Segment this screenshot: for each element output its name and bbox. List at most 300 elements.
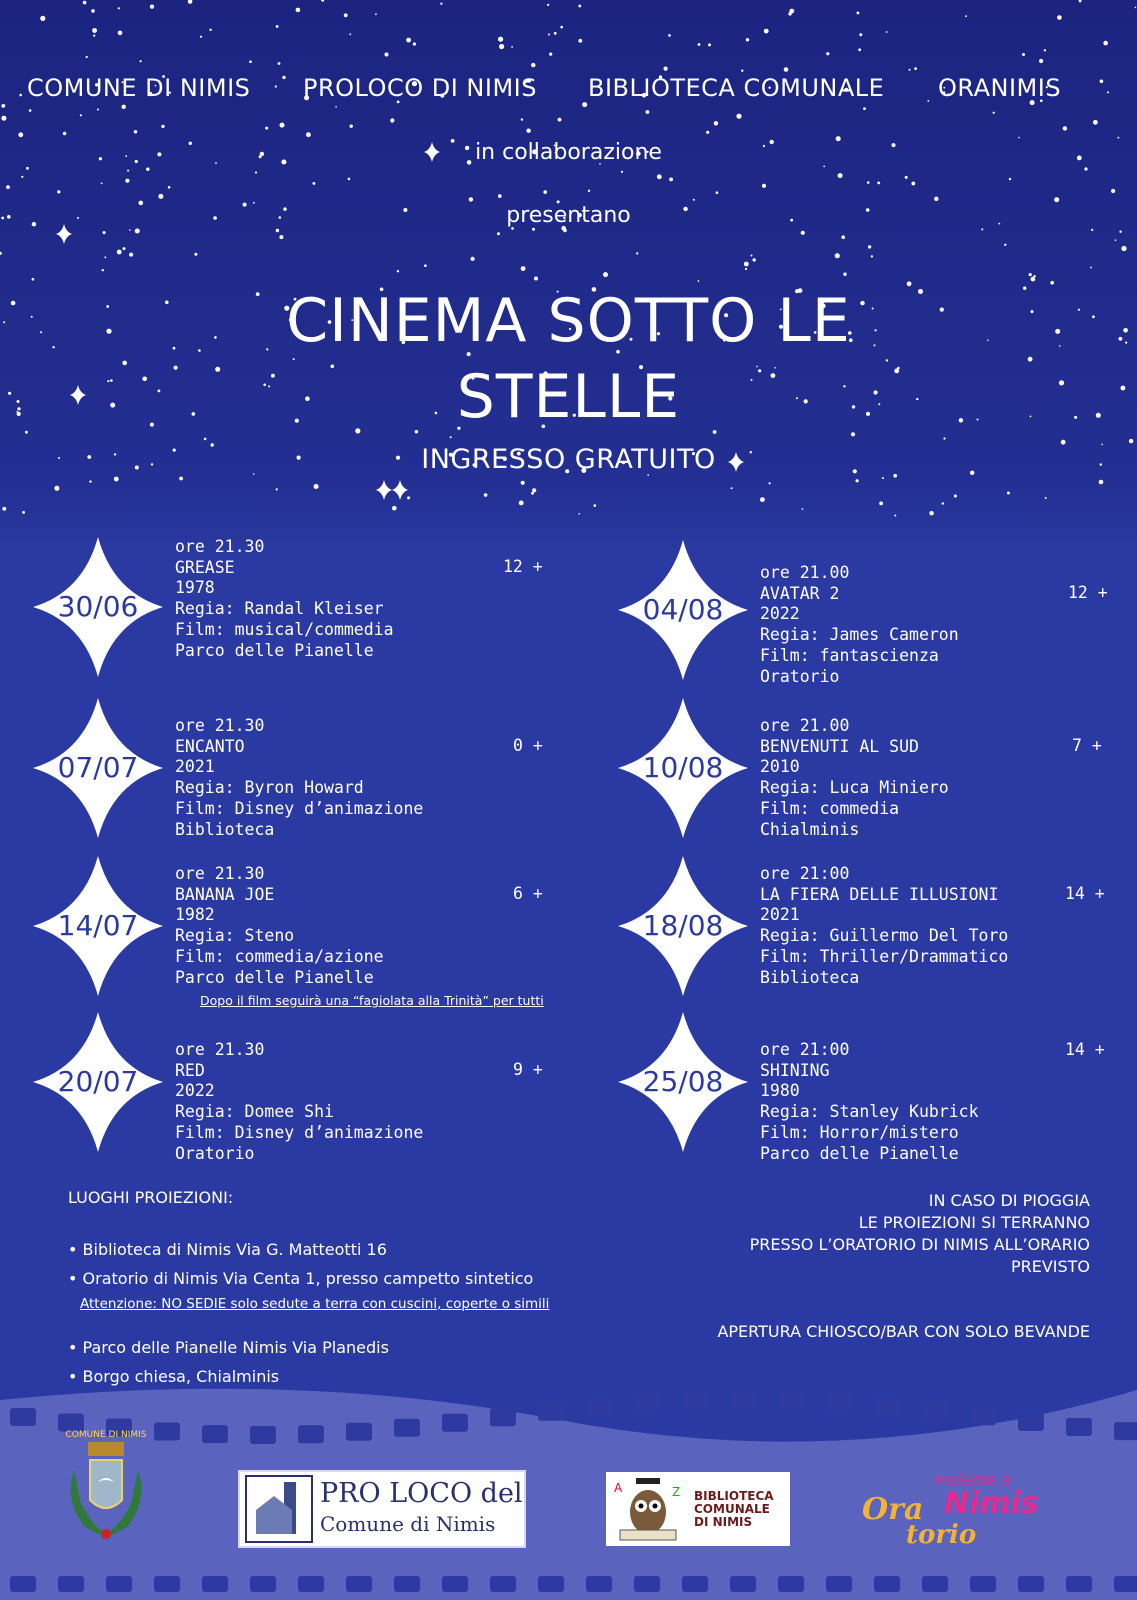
star-dot xyxy=(929,511,933,515)
film-hole xyxy=(586,1398,612,1416)
star-dot xyxy=(1111,189,1115,193)
sparkle-star xyxy=(376,480,392,500)
star-dot xyxy=(392,506,397,511)
star-dot xyxy=(1057,15,1062,20)
date-diamond xyxy=(33,698,163,838)
presentano-text: presentano xyxy=(506,203,631,228)
star-dot xyxy=(306,132,311,137)
film-hole xyxy=(634,1576,660,1592)
film-hole xyxy=(682,1391,708,1409)
event-info xyxy=(760,563,959,687)
star-dot xyxy=(1093,120,1098,125)
star-dot xyxy=(981,228,983,230)
star-dot xyxy=(134,130,137,133)
star-dot xyxy=(942,502,944,504)
oranimis-ora: Ora xyxy=(862,1492,924,1527)
film-hole xyxy=(970,1407,996,1425)
event-info xyxy=(175,716,423,840)
star-dot xyxy=(249,60,252,63)
event-year: 2021 xyxy=(175,757,215,777)
free-entry-text: INGRESSO GRATUITO xyxy=(421,444,716,475)
event-director: Regia: Domee Shi xyxy=(175,1102,334,1122)
film-hole xyxy=(250,1576,276,1592)
star-dot xyxy=(698,43,701,46)
star-dot xyxy=(54,486,59,491)
star-dot xyxy=(788,12,791,15)
star-dot xyxy=(835,253,840,258)
event-card xyxy=(618,1012,1137,1163)
star-dot xyxy=(158,194,163,199)
star-dot xyxy=(521,266,526,271)
page-title xyxy=(0,283,1137,435)
event-director: Regia: Steno xyxy=(175,926,295,946)
star-dot xyxy=(484,493,488,497)
star-dot xyxy=(125,179,129,183)
star-dot xyxy=(993,112,995,114)
star-dot xyxy=(471,257,475,261)
star-dot xyxy=(760,497,765,502)
star-dot xyxy=(0,252,2,255)
star-dot xyxy=(578,513,580,515)
film-hole xyxy=(586,1576,612,1592)
star-dot xyxy=(736,114,741,119)
star-dot xyxy=(129,229,131,231)
star-dot xyxy=(871,255,873,257)
film-hole xyxy=(442,1414,468,1432)
oranimis-torio: torio xyxy=(906,1520,977,1550)
star-dot xyxy=(549,53,552,56)
star-dot xyxy=(313,182,316,185)
star-dot xyxy=(1063,126,1067,130)
star-dot xyxy=(731,487,733,489)
star-dot xyxy=(519,501,524,506)
event-director: Regia: Luca Miniero xyxy=(760,778,949,798)
event-card xyxy=(33,698,593,838)
event-time: ore 21.00 xyxy=(760,716,850,735)
film-hole xyxy=(874,1397,900,1415)
film-hole xyxy=(778,1576,804,1592)
event-date: 18/08 xyxy=(642,909,724,942)
star-dot xyxy=(744,262,749,267)
star-dot xyxy=(348,178,351,181)
event-genre: Film: Horror/mistero xyxy=(760,1122,959,1142)
title-line-1: CINEMA SOTTO LE xyxy=(286,286,851,356)
star-dot xyxy=(407,496,410,499)
star-dot xyxy=(838,173,843,178)
event-info xyxy=(175,537,394,661)
film-hole xyxy=(154,1576,180,1592)
star-dot xyxy=(32,278,35,281)
star-dot xyxy=(859,33,862,36)
event-date: 10/08 xyxy=(642,751,724,784)
star-dot xyxy=(698,280,700,282)
star-dot xyxy=(498,194,502,198)
star-dot xyxy=(531,492,534,495)
film-hole xyxy=(394,1419,420,1437)
organizer-proloco: PROLOCO DI NIMIS xyxy=(303,74,537,102)
star-dot xyxy=(140,60,142,62)
event-genre: Film: Disney d’animazione xyxy=(175,1122,424,1142)
star-dot xyxy=(1121,246,1126,251)
church-icon xyxy=(244,1474,314,1544)
event-year: 1980 xyxy=(760,1081,800,1101)
event-info xyxy=(760,716,949,840)
date-diamond xyxy=(33,1012,163,1152)
rain-line: LE PROIEZIONI SI TERRANNO xyxy=(858,1213,1090,1232)
star-dot xyxy=(1044,49,1046,51)
organizers-row xyxy=(0,74,1137,108)
location-item: • Biblioteca di Nimis Via G. Matteotti 16 xyxy=(68,1240,387,1259)
star-dot xyxy=(911,182,915,186)
event-year: 2021 xyxy=(760,905,800,925)
oranimis-insieme: insieme a xyxy=(934,1470,1012,1489)
age-rating: 0 + xyxy=(513,736,543,755)
biblioteca-line: BIBLIOTECA xyxy=(694,1489,774,1503)
event-place: Biblioteca xyxy=(175,819,275,839)
star-dot xyxy=(706,131,709,134)
star-dot xyxy=(135,229,140,234)
star-dot xyxy=(1009,178,1011,180)
star-dot xyxy=(83,1,87,5)
star-dot xyxy=(424,264,427,267)
star-dot xyxy=(321,0,324,2)
star-dot xyxy=(344,13,348,17)
star-dot xyxy=(802,508,804,510)
event-date: 25/08 xyxy=(642,1065,724,1098)
film-hole xyxy=(1018,1576,1044,1592)
event-info xyxy=(175,864,384,988)
star-dot xyxy=(390,118,394,122)
star-dot xyxy=(603,272,608,277)
event-time: ore 21.00 xyxy=(760,563,850,582)
star-dot xyxy=(265,127,268,130)
seating-warning: Attenzione: NO SEDIE solo sedute a terra con cuscini, coperte o simili xyxy=(80,1296,550,1312)
film-hole xyxy=(346,1423,372,1441)
film-hole xyxy=(298,1576,324,1592)
film-hole xyxy=(730,1390,756,1408)
star-dot xyxy=(914,67,917,70)
event-date: 30/06 xyxy=(57,590,139,623)
location-item: • Borgo chiesa, Chialminis xyxy=(68,1367,280,1386)
star-dot xyxy=(823,166,825,168)
star-dot xyxy=(397,270,399,272)
star-dot xyxy=(657,174,662,179)
star-dot xyxy=(762,184,766,188)
star-dot xyxy=(548,34,550,36)
star-dot xyxy=(6,185,10,189)
film-hole xyxy=(538,1403,564,1421)
star-dot xyxy=(532,228,535,231)
star-dot xyxy=(1004,244,1006,246)
star-dot xyxy=(1091,229,1093,231)
star-dot xyxy=(194,253,197,256)
event-date: 07/07 xyxy=(57,751,139,784)
star-dot xyxy=(943,437,945,439)
organizer-oranimis: ORANIMIS xyxy=(938,74,1062,102)
age-rating: 12 + xyxy=(1068,583,1108,602)
film-hole xyxy=(490,1408,516,1426)
star-dot xyxy=(280,123,285,128)
film-hole xyxy=(250,1426,276,1444)
event-time: ore 21.30 xyxy=(175,1040,265,1059)
event-genre: Film: commedia xyxy=(760,798,900,818)
star-dot xyxy=(1103,41,1108,46)
star-dot xyxy=(646,110,650,114)
star-dot xyxy=(469,197,473,201)
event-date: 14/07 xyxy=(57,909,139,942)
star-dot xyxy=(440,3,442,5)
age-rating: 14 + xyxy=(1065,1040,1105,1059)
star-dot xyxy=(375,13,377,15)
star-dot xyxy=(560,26,563,29)
film-hole xyxy=(1114,1576,1137,1592)
star-dot xyxy=(714,121,718,125)
event-place: Chialminis xyxy=(760,819,860,839)
star-dot xyxy=(1129,439,1133,443)
star-dot xyxy=(693,199,695,201)
star-dot xyxy=(1,116,6,121)
star-dot xyxy=(29,109,32,112)
date-diamond xyxy=(618,1012,748,1152)
star-dot xyxy=(146,168,149,171)
event-film: GREASE xyxy=(175,557,235,577)
star-dot xyxy=(1090,267,1092,269)
film-hole xyxy=(826,1393,852,1411)
star-dot xyxy=(179,477,183,481)
star-dot xyxy=(101,183,103,185)
star-dot xyxy=(841,235,845,239)
event-director: Regia: Stanley Kubrick xyxy=(760,1102,979,1122)
film-hole xyxy=(826,1576,852,1592)
event-film: LA FIERA DELLE ILLUSIONI xyxy=(760,884,999,904)
film-hole xyxy=(106,1576,132,1592)
event-time: ore 21.30 xyxy=(175,716,265,735)
star-dot xyxy=(450,436,452,438)
film-hole xyxy=(634,1394,660,1412)
star-dot xyxy=(843,273,846,276)
proloco-line1: PRO LOCO del xyxy=(320,1478,523,1509)
fagiolata-note: Dopo il film seguirà una “fagiolata alla Trinità” per tutti xyxy=(200,993,544,1008)
star-dot xyxy=(741,70,743,72)
event-card xyxy=(33,1012,593,1163)
star-dot xyxy=(868,245,871,248)
star-dot xyxy=(1022,53,1025,56)
date-diamond xyxy=(33,537,163,677)
star-dot xyxy=(57,190,60,193)
star-dot xyxy=(668,34,671,37)
star-dot xyxy=(751,255,753,257)
event-card xyxy=(618,540,1137,686)
star-dot xyxy=(1115,239,1117,241)
star-dot xyxy=(558,118,562,122)
star-dot xyxy=(114,477,119,482)
star-dot xyxy=(578,5,581,8)
event-film: AVATAR 2 xyxy=(760,583,840,603)
collaboration-text: in collaborazione xyxy=(475,140,662,165)
star-dot xyxy=(877,182,880,185)
owl-icon xyxy=(610,1472,690,1546)
star-dot xyxy=(129,253,133,257)
event-genre: Film: commedia/azione xyxy=(175,946,384,966)
age-rating: 6 + xyxy=(513,884,543,903)
star-dot xyxy=(91,9,95,13)
film-hole xyxy=(730,1576,756,1592)
svg-text:A: A xyxy=(614,1481,623,1495)
film-hole xyxy=(10,1408,36,1426)
location-item: • Parco delle Pianelle Nimis Via Planedis xyxy=(68,1338,389,1357)
star-dot xyxy=(498,37,503,42)
star-dot xyxy=(86,56,88,58)
sparkle-star xyxy=(392,480,408,500)
film-hole xyxy=(58,1414,84,1432)
event-director: Regia: Guillermo Del Toro xyxy=(760,926,1009,946)
date-diamond xyxy=(33,856,163,996)
event-director: Regia: James Cameron xyxy=(760,625,959,645)
film-hole xyxy=(346,1576,372,1592)
star-dot xyxy=(1031,277,1036,282)
star-dot xyxy=(784,67,789,72)
event-film: RED xyxy=(175,1060,205,1080)
star-dot xyxy=(117,250,122,255)
event-film: BANANA JOE xyxy=(175,884,275,904)
event-year: 2010 xyxy=(760,757,800,777)
star-dot xyxy=(769,482,771,484)
star-dot xyxy=(669,178,673,182)
organizer-comune: COMUNE DI NIMIS xyxy=(27,74,251,102)
event-card xyxy=(618,856,1137,996)
star-dot xyxy=(22,511,25,514)
star-dot xyxy=(200,36,202,38)
star-dot xyxy=(1135,7,1137,9)
star-dot xyxy=(894,515,896,517)
star-dot xyxy=(118,7,120,9)
star-dot xyxy=(2,507,6,511)
star-dot xyxy=(909,69,911,71)
rain-line: PREVISTO xyxy=(1010,1257,1090,1276)
date-diamond xyxy=(618,698,748,838)
star-dot xyxy=(102,269,104,271)
star-dot xyxy=(954,495,957,498)
film-hole xyxy=(58,1576,84,1592)
date-diamond xyxy=(618,856,748,996)
star-dot xyxy=(349,33,351,35)
event-time: ore 21:00 xyxy=(760,1040,850,1059)
star-dot xyxy=(350,125,353,128)
star-dot xyxy=(89,480,91,482)
film-hole xyxy=(970,1576,996,1592)
star-dot xyxy=(92,28,97,33)
comune-crest-logo xyxy=(54,1430,158,1555)
star-dot xyxy=(856,479,859,482)
star-dot xyxy=(594,504,597,507)
location-item: • Oratorio di Nimis Via Centa 1, presso campetto sintetico xyxy=(68,1269,534,1288)
oranimis-nimis: Nimis xyxy=(944,1486,1039,1521)
star-dot xyxy=(413,42,416,45)
event-year: 1982 xyxy=(175,905,215,925)
proloco-logo xyxy=(238,1470,526,1548)
star-dot xyxy=(18,132,23,137)
film-hole xyxy=(1114,1422,1137,1440)
star-dot xyxy=(276,25,279,28)
event-time: ore 21.30 xyxy=(175,864,265,883)
star-dot xyxy=(764,29,769,34)
event-year: 2022 xyxy=(175,1081,215,1101)
star-dot xyxy=(499,44,504,49)
star-dot xyxy=(745,268,747,270)
star-dot xyxy=(588,190,590,192)
star-dot xyxy=(753,258,756,261)
star-dot xyxy=(554,32,557,35)
biblioteca-text xyxy=(694,1490,774,1529)
event-film: ENCANTO xyxy=(175,736,245,756)
star-dot xyxy=(543,190,547,194)
star-dot xyxy=(209,29,211,31)
age-rating: 7 + xyxy=(1072,736,1102,755)
film-hole xyxy=(1018,1413,1044,1431)
star-dot xyxy=(905,176,908,179)
film-hole xyxy=(10,1576,36,1592)
star-dot xyxy=(882,477,884,479)
rain-line: IN CASO DI PIOGGIA xyxy=(928,1191,1090,1210)
star-dot xyxy=(118,31,123,36)
star-dot xyxy=(127,170,129,172)
star-dot xyxy=(21,176,23,178)
star-dot xyxy=(521,118,523,120)
event-film: SHINING xyxy=(760,1060,830,1080)
film-hole xyxy=(538,1576,564,1592)
film-hole xyxy=(202,1576,228,1592)
star-dot xyxy=(531,63,535,67)
event-place: Biblioteca xyxy=(760,967,860,987)
star-dot xyxy=(826,52,829,55)
star-dot xyxy=(886,31,888,33)
star-dot xyxy=(278,62,281,65)
star-dot xyxy=(934,197,938,201)
event-genre: Film: fantascienza xyxy=(760,645,939,665)
star-dot xyxy=(1029,273,1032,276)
rain-notice xyxy=(750,1190,1090,1278)
star-dot xyxy=(93,35,95,37)
event-date: 20/07 xyxy=(57,1065,139,1098)
event-place: Oratorio xyxy=(760,666,840,686)
star-dot xyxy=(279,235,283,239)
biblioteca-line: COMUNALE xyxy=(694,1502,770,1516)
event-genre: Film: Disney d’animazione xyxy=(175,798,424,818)
star-dot xyxy=(857,12,860,15)
film-hole xyxy=(922,1402,948,1420)
biblioteca-logo xyxy=(606,1472,790,1546)
star-dot xyxy=(521,481,525,485)
star-dot xyxy=(40,16,45,21)
star-dot xyxy=(26,167,29,170)
star-dot xyxy=(161,125,164,128)
star-dot xyxy=(276,229,279,232)
star-dot xyxy=(1007,492,1010,495)
event-year: 2022 xyxy=(760,604,800,624)
film-hole xyxy=(1066,1418,1092,1436)
film-hole xyxy=(394,1576,420,1592)
event-year: 1978 xyxy=(175,578,215,598)
age-rating: 12 + xyxy=(503,557,543,576)
star-dot xyxy=(497,232,500,235)
event-director: Regia: Randal Kleiser xyxy=(175,599,384,619)
star-dot xyxy=(1079,0,1082,2)
star-dot xyxy=(385,53,389,57)
organizer-biblioteca: BIBLIOTECA COMUNALE xyxy=(588,74,885,102)
oranimis-logo xyxy=(862,1470,1072,1550)
event-place: Parco delle Pianelle xyxy=(175,640,374,660)
film-hole xyxy=(442,1576,468,1592)
